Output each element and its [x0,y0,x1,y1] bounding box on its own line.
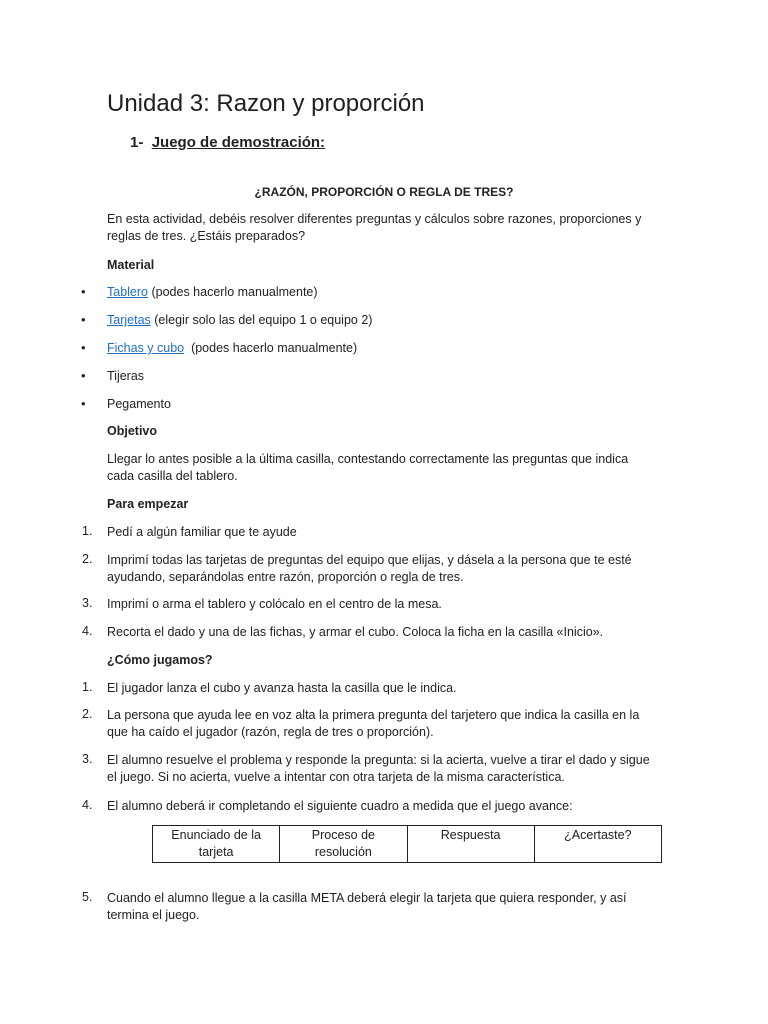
section-heading [130,134,325,151]
bullet-icon: • [81,340,86,355]
list-number: 1. [82,524,93,538]
list-item: Imprimí todas las tarjetas de preguntas del equipo que elijas, y dásela a la persona que te esté ayudando, separándolas entre razón, proporción o regla de tres. [107,553,632,584]
list-item: Recorta el dado y una de las fichas, y armar el cubo. Coloca la ficha en la casilla «Inicio». [107,625,604,639]
list-item: Tijeras [107,369,145,383]
list-item: Pedí a algún familiar que te ayude [107,525,297,539]
list-item: La persona que ayuda lee en voz alta la primera pregunta del tarjetero que indica la casilla en la que ha caído el jugador (razón, regla de tres o proporción). [107,708,640,739]
table-header-cell: ¿Acertaste? [534,826,661,863]
list-item: Fichas y cubo (podes hacerlo manualmente) [107,341,358,355]
table-header-cell: Proceso de resolución [280,826,407,863]
page-title: Unidad 3: Razon y proporción [107,90,425,117]
list-item: El alumno deberá ir completando el siguiente cuadro a medida que el juego avance: [107,799,573,813]
list-item: Imprimí o arma el tablero y colócalo en el centro de la mesa. [107,597,442,611]
question-heading: ¿RAZÓN, PROPORCIÓN O REGLA DE TRES? [254,185,514,199]
list-number: 2. [82,552,93,566]
fichas-link[interactable]: Fichas y cubo [107,341,185,355]
list-item: Pegamento [107,397,171,411]
list-item: Tablero (podes hacerlo manualmente) [107,285,318,299]
list-item: El alumno resuelve el problema y responde la pregunta: si la acierta, vuelve a tirar el dado y sigue el juego. Si no acierta, vuelve a intentar con otra tarjeta de la misma característica. [107,753,650,784]
tarjetas-link[interactable]: Tarjetas [107,313,151,327]
material-heading: Material [107,258,155,272]
list-number: 5. [82,890,93,904]
list-number: 4. [82,624,93,638]
objetivo-heading: Objetivo [107,424,158,438]
table-header-row [153,826,662,863]
bullet-icon: • [81,312,86,327]
bullet-icon: • [81,368,86,383]
bullet-icon: • [81,284,86,299]
intro-paragraph: En esta actividad, debéis resolver diferentes preguntas y cálculos sobre razones, proporciones y reglas de tres. ¿Estáis preparados? [107,212,642,243]
list-number: 2. [82,707,93,721]
table-header-cell: Enunciado de la tarjeta [153,826,280,863]
objetivo-text: Llegar lo antes posible a la última casilla, contestando correctamente las preguntas que indica cada casilla del tablero. [107,452,629,483]
jugamos-heading: ¿Cómo jugamos? [107,653,213,667]
bullet-icon: • [81,396,86,411]
list-item: Tarjetas (elegir solo las del equipo 1 o equipo 2) [107,313,373,327]
list-number: 1. [82,680,93,694]
section-number: 1- [130,134,144,151]
empezar-heading: Para empezar [107,497,189,511]
list-item: Cuando el alumno llegue a la casilla META deberá elegir la tarjeta que quiera responder, y así termina el juego. [107,891,627,922]
list-number: 4. [82,798,93,812]
section-title: Juego de demostración: [151,134,326,151]
tracking-table [152,825,662,863]
table-header-cell: Respuesta [407,826,534,863]
tablero-link[interactable]: Tablero [107,285,148,299]
list-item: El jugador lanza el cubo y avanza hasta la casilla que le indica. [107,681,457,695]
list-number: 3. [82,596,93,610]
list-number: 3. [82,752,93,766]
